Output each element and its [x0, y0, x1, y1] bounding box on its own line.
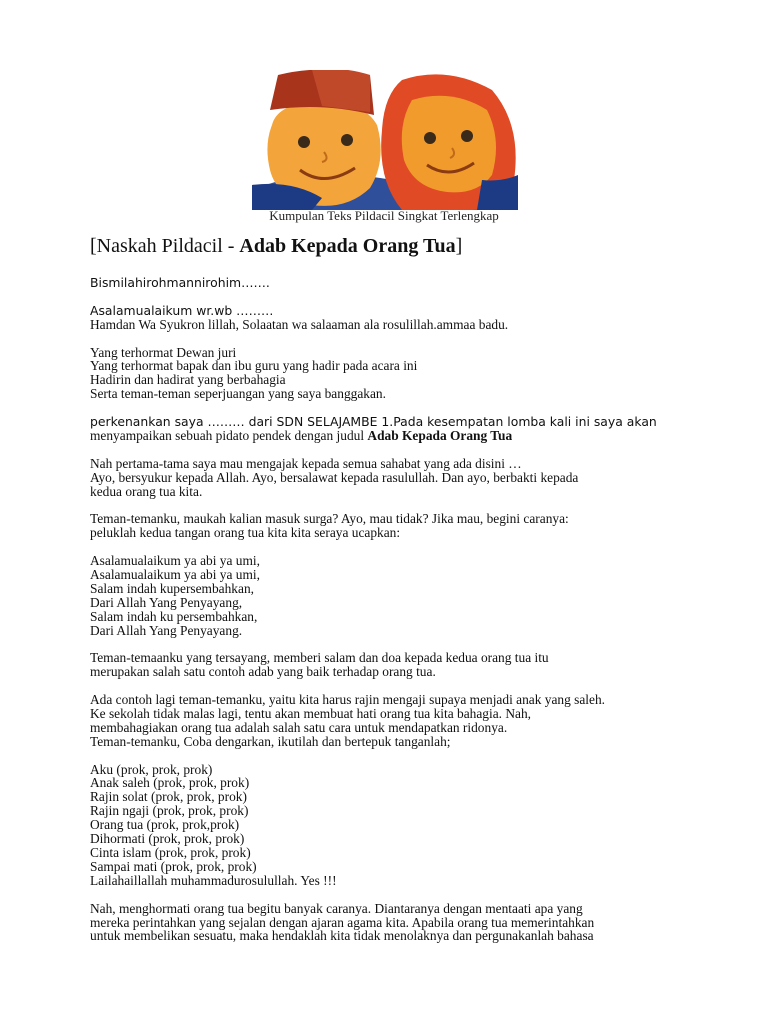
text-line — [90, 429, 690, 443]
line-text: Dari Allah Yang Penyayang, — [90, 594, 243, 610]
text-line — [90, 276, 690, 290]
text-line — [90, 776, 690, 790]
text-line — [90, 471, 690, 485]
text-line — [90, 582, 690, 596]
text-line — [90, 818, 690, 832]
text-line — [90, 916, 690, 930]
title-prefix: [Naskah Pildacil - — [90, 235, 240, 257]
text-line — [90, 860, 690, 874]
line-text: kedua orang tua kita. — [90, 483, 203, 499]
text-line — [90, 707, 690, 721]
text-line — [90, 526, 690, 540]
paragraph-gap — [90, 749, 690, 763]
line-text: Yang terhormat bapak dan ibu guru yang hadir pada acara ini — [90, 358, 418, 374]
text-line — [90, 735, 690, 749]
paragraph — [90, 415, 690, 443]
line-text: Salam indah ku persembahkan, — [90, 608, 258, 624]
paragraph-gap — [90, 401, 690, 415]
text-line — [90, 929, 690, 943]
line-text: Yang terhormat Dewan juri — [90, 344, 237, 360]
text-line — [90, 415, 690, 429]
text-line — [90, 318, 690, 332]
line-text: untuk membelikan sesuatu, maka hendaklah kita tidak menolaknya dan pergunakanlah bahasa — [90, 928, 594, 944]
paragraph-gap — [90, 888, 690, 902]
image-caption: Kumpulan Teks Pildacil Singkat Terlengkap — [269, 208, 499, 223]
text-line — [90, 624, 690, 638]
line-text: Hadirin dan hadirat yang berbahagia — [90, 372, 286, 388]
paragraph-gap — [90, 332, 690, 346]
text-line — [90, 790, 690, 804]
line-text: Nah pertama-tama saya mau mengajak kepada semua sahabat yang ada disini … — [90, 455, 522, 471]
line-text: Hamdan Wa Syukron lillah, Solaatan wa salaaman ala rosulillah.ammaa badu. — [90, 316, 509, 332]
line-text: Teman-temanku, Coba dengarkan, ikutilah dan bertepuk tanganlah; — [90, 733, 451, 749]
paragraph — [90, 512, 690, 540]
text-line — [90, 359, 690, 373]
paragraph-gap — [90, 498, 690, 512]
line-text: Teman-temaanku yang tersayang, memberi salam dan doa kepada kedua orang tua itu — [90, 650, 549, 666]
line-text: Asalamualaikum wr.wb ……… — [90, 302, 274, 318]
text-line — [90, 665, 690, 679]
line-text: Ayo, bersyukur kepada Allah. Ayo, bersalawat kepada rasulullah. Dan ayo, berbakti kepada — [90, 469, 579, 485]
title-suffix: ] — [455, 235, 463, 257]
text-line — [90, 568, 690, 582]
paragraph — [90, 304, 690, 332]
line-text: merupakan salah satu contoh adab yang baik terhadap orang tua. — [90, 664, 436, 680]
paragraph-gap — [90, 540, 690, 554]
text-line — [90, 874, 690, 888]
text-line — [90, 304, 690, 318]
line-text: Aku (prok, prok, prok) — [90, 761, 213, 777]
text-line — [90, 387, 690, 401]
paragraph-gap — [90, 637, 690, 651]
text-line — [90, 346, 690, 360]
paragraph-gap — [90, 443, 690, 457]
paragraph-gap — [90, 290, 690, 304]
text-line — [90, 373, 690, 387]
paragraph — [90, 902, 690, 944]
text-line — [90, 846, 690, 860]
text-line — [90, 902, 690, 916]
line-text: Cinta islam (prok, prok, prok) — [90, 845, 251, 861]
line-text: Ada contoh lagi teman-temanku, yaitu kita harus rajin mengaji supaya menjadi anak yang saleh. — [90, 692, 606, 708]
line-text: Ke sekolah tidak malas lagi, tentu akan membuat hati orang tua kita bahagia. Nah, — [90, 705, 532, 721]
paragraph-gap — [90, 679, 690, 693]
text-line — [90, 763, 690, 777]
line-text: Asalamualaikum ya abi ya umi, — [90, 553, 260, 569]
line-text: Dari Allah Yang Penyayang. — [90, 622, 243, 638]
document-title — [90, 235, 462, 258]
text-line — [90, 485, 690, 499]
line-text: Nah, menghormati orang tua begitu banyak caranya. Diantaranya dengan mentaati apa yang — [90, 900, 583, 916]
paragraph — [90, 346, 690, 402]
line-text: Lailahaillallah muhammadurosulullah. Yes !!! — [90, 872, 337, 888]
text-line — [90, 554, 690, 568]
line-text: Sampai mati (prok, prok, prok) — [90, 858, 257, 874]
text-line — [90, 693, 690, 707]
paragraph — [90, 457, 690, 499]
line-text: Salam indah kupersembahkan, — [90, 580, 254, 596]
line-text: mereka perintahkan yang sejalan dengan ajaran agama kita. Apabila orang tua memerintahkan — [90, 914, 595, 930]
line-text: Orang tua (prok, prok,prok) — [90, 817, 240, 833]
bold-title-reference: Adab Kepada Orang Tua — [367, 427, 513, 443]
line-text: Dihormati (prok, prok, prok) — [90, 831, 245, 847]
line-text: menyampaikan sebuah pidato pendek dengan judul — [90, 427, 368, 443]
speech-body — [90, 276, 690, 943]
line-text: peluklah kedua tangan orang tua kita kita seraya ucapkan: — [90, 525, 401, 541]
text-line — [90, 596, 690, 610]
text-line — [90, 512, 690, 526]
line-text: Anak saleh (prok, prok, prok) — [90, 775, 250, 791]
line-text: perkenankan saya ……… dari SDN SELAJAMBE 1.Pada kesempatan lomba kali ini saya akan — [90, 414, 657, 430]
line-text: Bismilahirohmannirohim……. — [90, 275, 270, 290]
text-line — [90, 832, 690, 846]
line-text: Rajin solat (prok, prok, prok) — [90, 789, 247, 805]
children-illustration — [252, 70, 518, 210]
text-line — [90, 457, 690, 471]
paragraph — [90, 763, 690, 888]
text-line — [90, 721, 690, 735]
paragraph — [90, 693, 690, 749]
paragraph — [90, 554, 690, 637]
line-text: Serta teman-teman seperjuangan yang saya banggakan. — [90, 386, 386, 402]
text-line — [90, 651, 690, 665]
text-line — [90, 610, 690, 624]
paragraph — [90, 651, 690, 679]
text-line — [90, 804, 690, 818]
line-text: Rajin ngaji (prok, prok, prok) — [90, 803, 249, 819]
line-text: Asalamualaikum ya abi ya umi, — [90, 566, 260, 582]
line-text: Teman-temanku, maukah kalian masuk surga? Ayo, mau tidak? Jika mau, begini caranya: — [90, 511, 569, 527]
paragraph — [90, 276, 690, 290]
title-emphasis: Adab Kepada Orang Tua — [239, 235, 456, 257]
line-text: membahagiakan orang tua adalah salah satu cara untuk mendapatkan ridonya. — [90, 719, 508, 735]
